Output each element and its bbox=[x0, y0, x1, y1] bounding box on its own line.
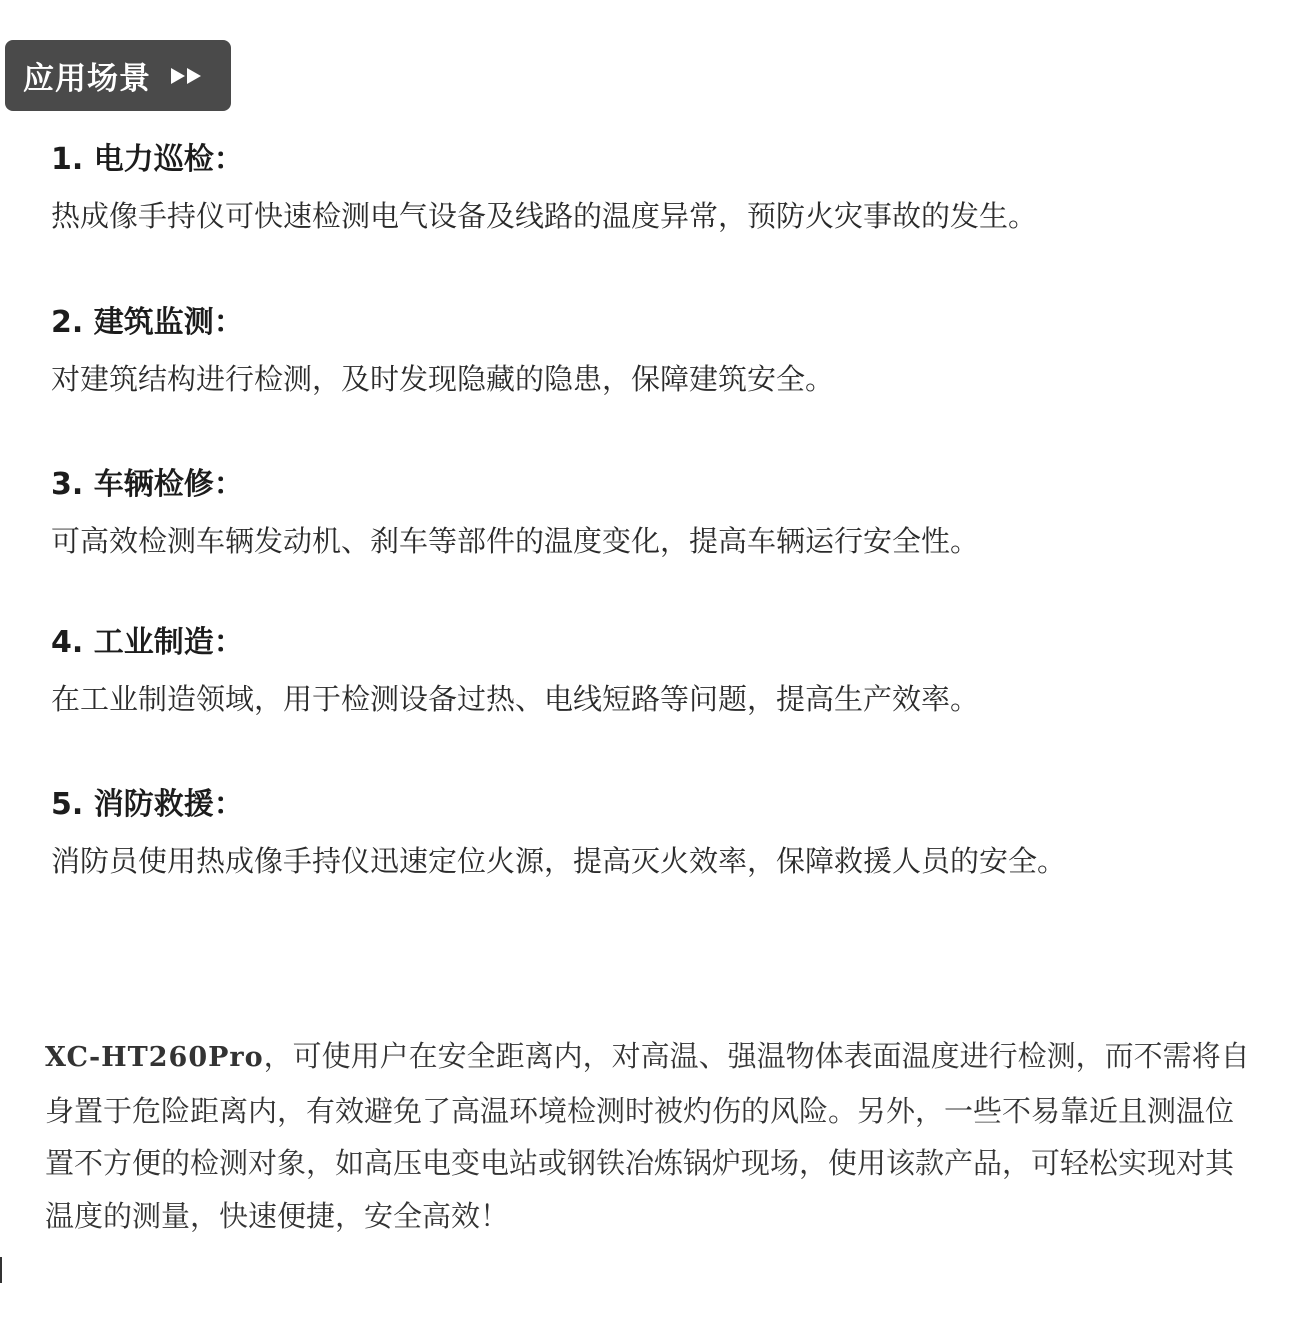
scenario-description: 可高效检测车辆发动机、刹车等部件的温度变化，提高车辆运行安全性。 bbox=[51, 524, 980, 558]
scenario-description: 消防员使用热成像手持仪迅速定位火源，提高灭火效率，保障救援人员的安全。 bbox=[51, 844, 1067, 878]
product-summary-text: ，可使用户在安全距离内，对高温、强温物体表面温度进行检测，而不需将自身置于危险距离内，有效避免了高温环境检测时被灼伤的风险。另外，一些不易靠近且测温位置不方便的检测对象，如高压电变电站或钢铁冶炼锅炉现场，使用该款产品，可轻松实现对其温度的测量，快速便捷，安全高效！ bbox=[45, 1039, 1250, 1233]
scenario-item-power-inspection bbox=[51, 142, 1037, 234]
double-play-arrow-icon bbox=[171, 68, 201, 84]
scenario-item-building-monitoring bbox=[51, 305, 834, 397]
product-summary-paragraph bbox=[45, 1030, 1260, 1242]
left-edge-divider bbox=[0, 1257, 2, 1283]
scenario-item-industrial-manufacturing bbox=[51, 625, 979, 717]
scenario-title: 1. 电力巡检： bbox=[51, 142, 244, 177]
scenario-title: 2. 建筑监测： bbox=[51, 305, 244, 340]
scenario-description: 对建筑结构进行检测，及时发现隐藏的隐患，保障建筑安全。 bbox=[51, 362, 835, 396]
section-header-badge bbox=[5, 40, 231, 111]
scenario-description: 在工业制造领域，用于检测设备过热、电线短路等问题，提高生产效率。 bbox=[51, 682, 980, 716]
scenario-item-fire-rescue bbox=[51, 787, 1066, 879]
scenario-item-vehicle-repair bbox=[51, 467, 979, 559]
scenario-title: 5. 消防救援： bbox=[51, 787, 244, 822]
product-model-name: XC-HT260Pro bbox=[45, 1042, 264, 1073]
scenario-description: 热成像手持仪可快速检测电气设备及线路的温度异常，预防火灾事故的发生。 bbox=[51, 199, 1038, 233]
scenario-title: 3. 车辆检修： bbox=[51, 467, 244, 502]
scenario-title: 4. 工业制造： bbox=[51, 625, 244, 660]
section-title: 应用场景 bbox=[23, 61, 151, 97]
